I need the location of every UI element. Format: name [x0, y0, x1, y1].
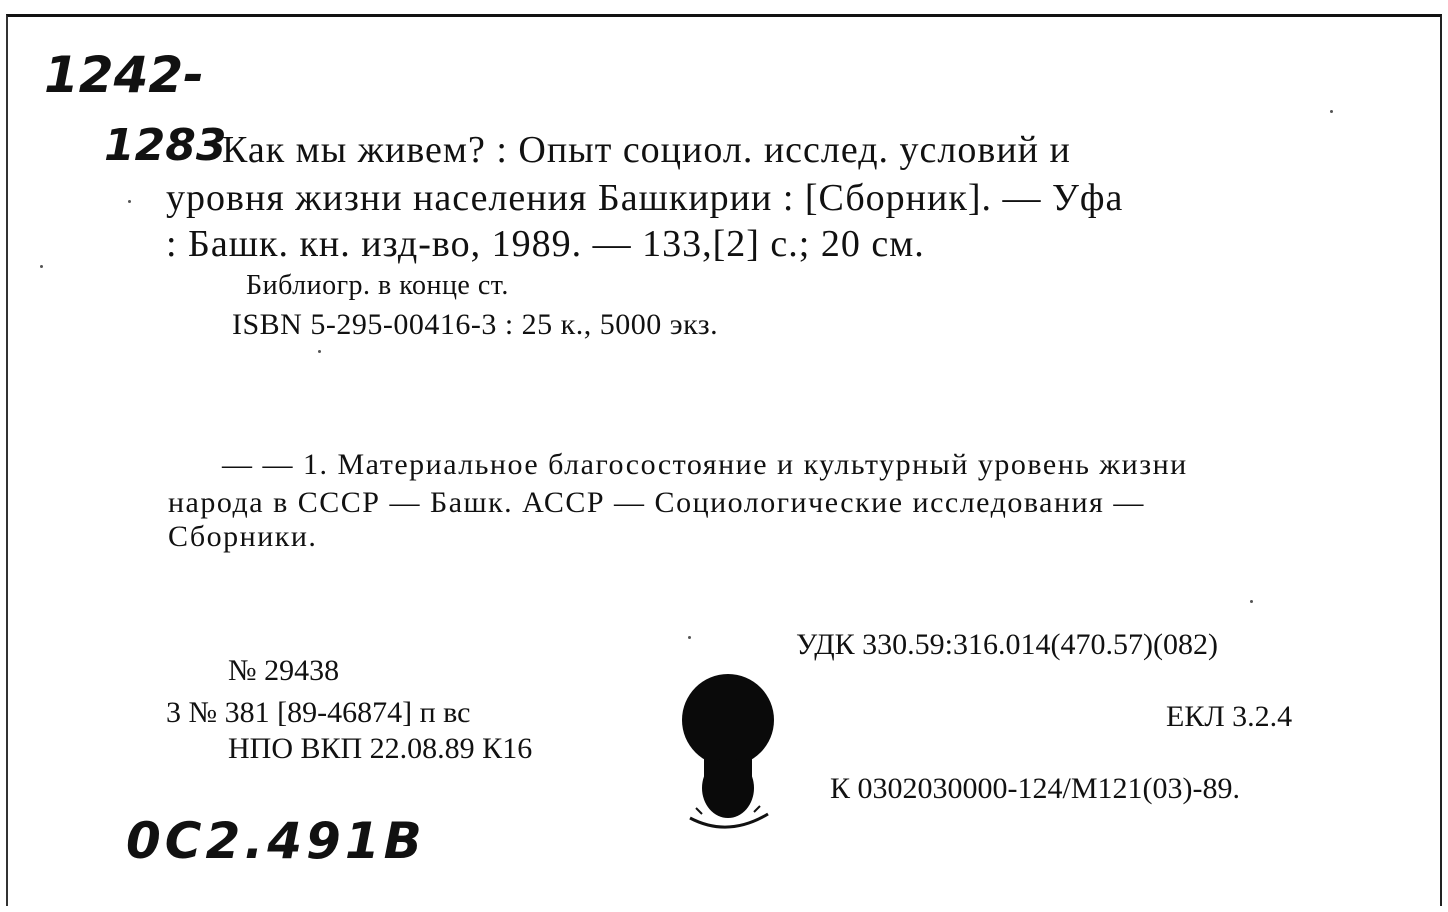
title-line-1: Как мы живем? : Опыт социол. исслед. условий и	[222, 129, 1071, 171]
ekl-line: ЕКЛ 3.2.4	[1166, 700, 1293, 733]
speckle	[1250, 600, 1253, 603]
printer-line: НПО ВКП 22.08.89 К16	[228, 732, 533, 765]
punch-hole-icon	[676, 668, 786, 838]
subject-line-3: Сборники.	[168, 520, 318, 553]
speckle	[318, 350, 321, 353]
card-number: № 29438	[228, 654, 340, 687]
subject-line-1: — — 1. Материальное благосостояние и культурный уровень жизни	[222, 448, 1188, 481]
speckle	[1330, 110, 1333, 113]
speckle	[128, 200, 131, 203]
order-line: 3 № 381 [89-46874] п вс	[166, 696, 471, 729]
code-line: К 0302030000-124/М121(03)-89.	[830, 772, 1240, 805]
call-number-top: 1242-	[44, 46, 204, 104]
title-line-3: : Башк. кн. изд-во, 1989. — 133,[2] с.; 20 см.	[166, 223, 925, 265]
isbn-line: ISBN 5-295-00416-3 : 25 к., 5000 экз.	[232, 308, 719, 341]
speckle	[688, 636, 691, 639]
udc-line: УДК 330.59:316.014(470.57)(082)	[796, 628, 1218, 661]
bibliography-note: Библиогр. в конце ст.	[246, 270, 509, 301]
title-line-2: уровня жизни населения Башкирии : [Сборник]. — Уфа	[166, 177, 1124, 219]
shelf-mark: 0C2.491B	[126, 812, 426, 870]
subject-line-2: народа в СССР — Башк. АССР — Социологические исследования —	[168, 486, 1145, 519]
call-number-bottom: 1283	[104, 120, 227, 171]
speckle	[40, 265, 43, 268]
